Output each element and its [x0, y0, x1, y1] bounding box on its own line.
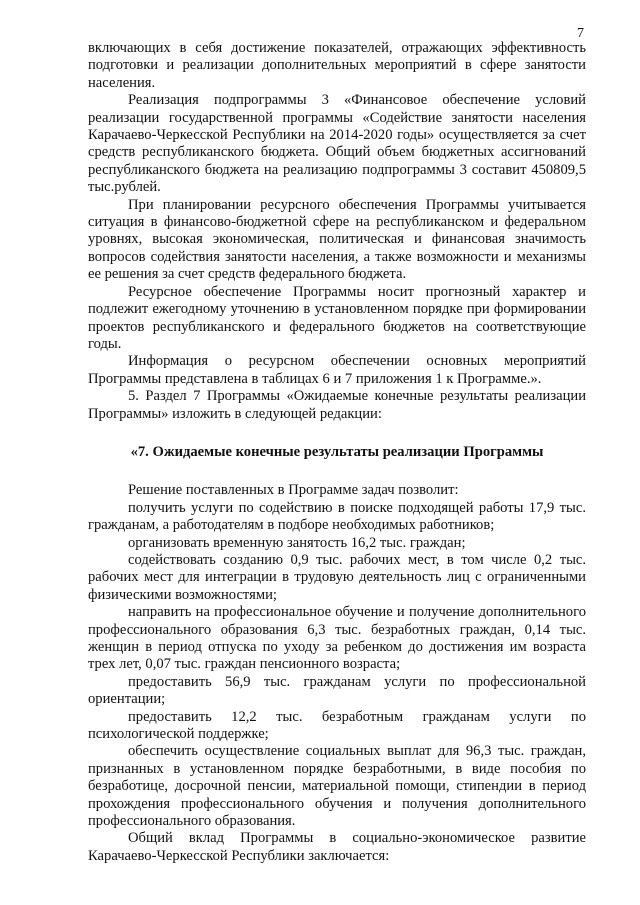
list-item-psychological-support: предоставить 12,2 тыс. безработным гражданам услуги по психологической поддержке;	[88, 708, 586, 743]
list-item-vocational-training: направить на профессиональное обучение и получение дополнительного профессионального образования 6,3 тыс. безработных граждан, 0,14 тыс. женщин в период отпуска по уходу за ребенком до достижения им возраста трех лет, 0,07 тыс. граждан пенсионного возраста;	[88, 604, 586, 673]
paragraph-tasks-intro: Решение поставленных в Программе задач позволит:	[128, 482, 459, 499]
paragraph-section-7-amendment: 5. Раздел 7 Программы «Ожидаемые конечные результаты реализации Программы» изложить в следующей редакции:	[88, 388, 586, 422]
document-body	[88, 40, 586, 865]
paragraph-overall-contribution: Общий вклад Программы в социально-экономическое развитие Карачаево-Черкесской Республики заключается:	[88, 830, 586, 864]
list-item-temporary-employment: организовать временную занятость 16,2 тыс. граждан;	[128, 534, 466, 551]
list-item-job-search: получить услуги по содействию в поиске подходящей работы 17,9 тыс. гражданам, а работодателям в подборе необходимых работников;	[88, 499, 586, 534]
paragraph-subprogram-3-funding: Реализация подпрограммы 3 «Финансовое обеспечение условий реализации государственной программы «Содействие занятости населения Карачаево-Черкесской Республики на 2014-2020 годы» осуществляется за счет средств республиканского бюджета. Общий объем бюджетных ассигнований республиканского бюджета на реализацию подпрограммы 3 составит 450809,5 тыс.рублей.	[88, 92, 586, 196]
list-item-career-guidance: предоставить 56,9 тыс. гражданам услуги по профессиональной ориентации;	[88, 673, 586, 708]
list-item-social-payments: обеспечить осуществление социальных выплат для 96,3 тыс. граждан, признанных в установленном порядке безработными, в виде пособия по безработице, досрочной пенсии, материальной помощи, стипендии в период прохождения профессионального обучения и получения дополнительного профессионального образования.	[88, 743, 586, 830]
paragraph-resource-planning: При планировании ресурсного обеспечения Программы учитывается ситуация в финансово-бюджетной сфере на республиканском и федеральном уровнях, высокая экономическая, политическая и финансовая значимость вопросов содействия занятости населения, а также возможности и механизмы ее решения за счет средств федерального бюджета.	[88, 196, 586, 283]
list-item-job-creation: содействовать созданию 0,9 тыс. рабочих мест, в том числе 0,2 тыс. рабочих мест для интеграции в трудовую деятельность лиц с ограниченными физическими возможностями;	[88, 551, 586, 603]
page-number: 7	[577, 26, 584, 41]
paragraph-resource-forecast: Ресурсное обеспечение Программы носит прогнозный характер и подлежит ежегодному уточнению в установленном порядке при формировании проектов республиканского и федерального бюджетов на соответствующие годы.	[88, 283, 586, 352]
paragraph-continuation: включающих в себя достижение показателей, отражающих эффективность подготовки и реализации дополнительных мероприятий в сфере занятости населения.	[88, 40, 586, 91]
section-heading: «7. Ожидаемые конечные результаты реализации Программы	[130, 443, 544, 460]
paragraph-resource-info: Информация о ресурсном обеспечении основных мероприятий Программы представлена в таблицах 6 и 7 приложения 1 к Программе.».	[88, 353, 586, 387]
